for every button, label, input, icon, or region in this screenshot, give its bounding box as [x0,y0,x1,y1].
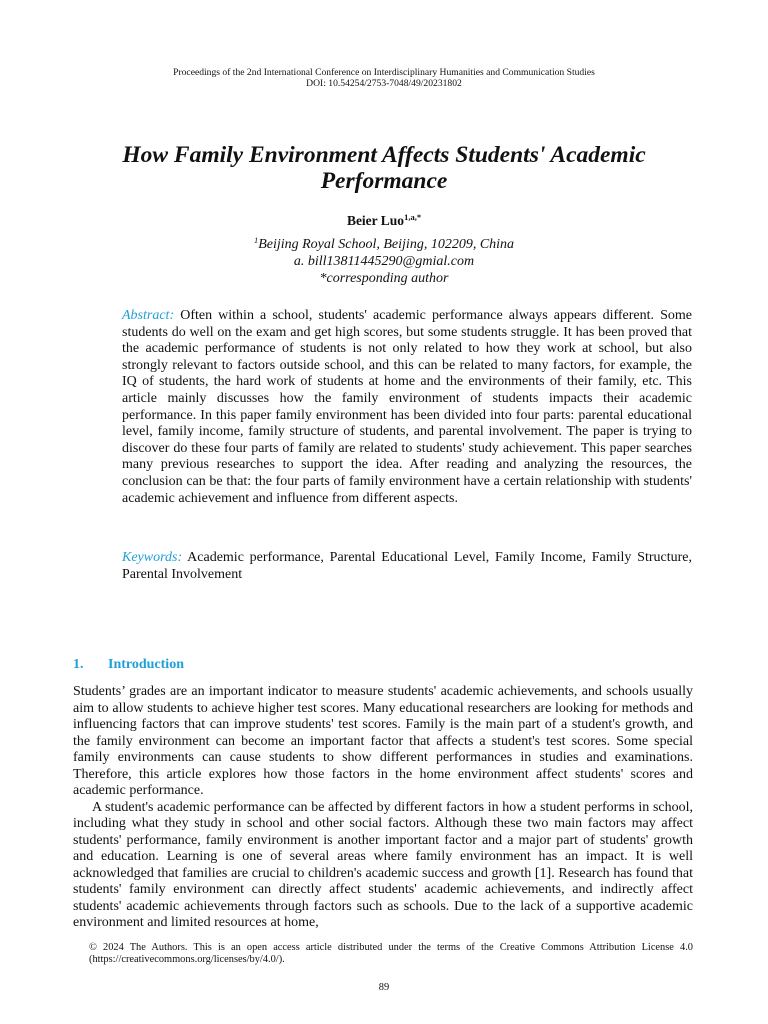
keywords [122,549,692,583]
proceedings-line: Proceedings of the 2nd International Conference on Interdisciplinary Humanities and Communication Studies [173,67,595,78]
affiliation-superscript: 1 [253,235,259,245]
section-title: Introduction [108,657,184,672]
keywords-text: Academic performance, Parental Educational Level, Family Income, Family Structure, Parental Involvement [122,550,692,582]
keywords-label: Keywords: [122,550,183,565]
paper-title: How Family Environment Affects Students' Academic Performance [122,142,646,194]
introduction-body [73,684,693,938]
author-superscript: 1,a,* [404,212,422,222]
body-paragraph: Students’ grades are an important indicator to measure students' academic achievements, and schools usually aim to allow students to achieve higher test scores. Many educational researchers are looking for methods and influencing factors that can improve students' test scores. Family is the main part of a student's growth, and the family environment can become an important factor that affects a student's test scores. Some special family environments can cause students to show different performances in studies and examinations. Therefore, this article explores how those factors in the home environment affect students' scores and academic performance. [73,684,693,798]
abstract-text: Often within a school, students' academic performance always appears different. Some students do well on the exam and get high scores, but some students struggle. It has been proved that the academic performance of students is not only related to how they work at school, but also strongly relevant to factors outside school, and this can be related to many factors, for example, the IQ of students, the hard work of students at home and the environments of their family, etc. This article mainly discusses how the family environment of students impacts their academic performance. In this paper family environment has been divided into four parts: parental educational level, family income, family structure of students, and parental involvement. The paper is trying to discover do these four parts of family are related to students' study achievement. This paper searches many previous researches to support the idea. After reading and analyzing the resources, the conclusion can be that: the four parts of family environment have a certain relationship with students' academic achievement and influence from different aspects. [122,308,692,506]
doi-line: DOI: 10.54254/2753-7048/49/20231802 [306,78,462,89]
page-number: 89 [378,982,390,993]
section-heading-introduction [73,656,473,673]
affiliation-block [0,236,768,287]
abstract-label: Abstract: [122,308,175,323]
author-email: a. bill13811445290@gmial.com [293,254,475,269]
author-line [0,212,768,230]
affiliation-text: Beijing Royal School, Beijing, 102209, China [258,237,515,252]
section-number: 1. [73,657,84,672]
body-paragraph: A student's academic performance can be affected by different factors in how a student performs in school, including what they study in school and other social factors. Although these two main factors may affect students' performance, family environment is another important factor and a major part of students' growth and education. Learning is one of several areas where family environment has an impact. It is well acknowledged that families are crucial to children's academic success and growth [1]. Research has found that students' family environment can directly affect students' academic achievements, and indirectly affect students' academic achievements through factors such as schools. Due to the lack of a supportive academic environment and limited resources at home, [73,799,693,930]
affiliation-line [0,236,768,253]
abstract [122,308,692,507]
license-footnote: © 2024 The Authors. This is an open access article distributed under the terms of the Creative Commons Attribution License 4.0 (https://creativecommons.org/licenses/by/4.0/). [89,942,693,965]
running-header [0,67,768,89]
corresponding-author-note: *corresponding author [319,271,449,286]
author-name: Beier Luo [346,213,405,228]
